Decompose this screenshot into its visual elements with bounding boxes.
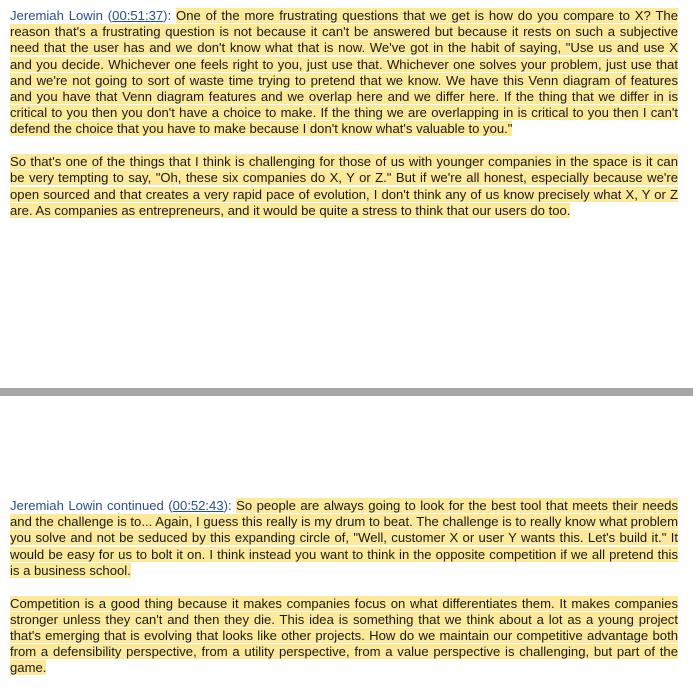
- highlighted-text: So people are always going to look for the best tool that meets their needs and the challenge is to... Again, I guess this really is my drum to beat. The challenge is to really know what problem you solve and not be seduced by this expanding circle of, "Well, customer X or user Y wants this. Let's build it." It would be easy for us to bolt it on. I think instead you want to think in the opposite competition if we all pretend this is a business school.: [10, 498, 679, 578]
- transcript-entry: [10, 498, 678, 693]
- speaker-punct: (: [102, 8, 113, 23]
- transcript-paragraph: [10, 596, 678, 677]
- timestamp-link[interactable]: 00:51:37: [112, 8, 164, 23]
- speaker-punct: ):: [223, 498, 237, 513]
- speaker-name: Jeremiah Lowin continued: [10, 498, 164, 513]
- highlighted-text: Competition is a good thing because it makes companies focus on what differentiates them. It makes companies stronger unless they can't and then they die. This idea is something that we think about a lot as a young project that's emerging that is evolving that looks like other projects. How do we maintain our competitive advantage both from a defensibility perspective, from a utility perspective, from a value perspective is challenging, but part of the game.: [10, 595, 678, 676]
- transcript-paragraph: [10, 498, 678, 579]
- speaker-name: Jeremiah Lowin: [10, 8, 103, 23]
- highlighted-text: One of the more frustrating questions that we get is how do you compare to X? The reason that's a frustrating question is not because it can't be answered but because it rests on such a subjective need that the user has and we don't know what that is now. We've got in the habit of saying, "Use us and use X and you decide. Whichever one feels right to you, just use that. Whichever one solves your problem, just use that and we're not going to sort of waste time trying to pretend that we know. We have this Venn diagram of features and you have that Venn diagram features and we overlap here and we differ here. If the thing that we differ in is critical to you then you don't have a choice to make. If the thing we are overlapping in is critical to you then I can't defend the choice that you have to make because I don't know what's valuable to you.": [10, 8, 679, 137]
- transcript-paragraph: [10, 8, 678, 138]
- speaker-punct: (: [163, 498, 173, 513]
- transcript-page-bottom: [0, 396, 693, 695]
- transcript-paragraph: [10, 154, 678, 219]
- timestamp-link[interactable]: 00:52:43: [172, 498, 224, 513]
- speaker-punct: ):: [163, 8, 177, 23]
- highlighted-text: So that's one of the things that I think is challenging for those of us with younger companies in the space is it can be very tempting to say, "Oh, these six companies do X, Y or Z." But if we're all honest, especially because we're open sourced and that creates a very rapid pace of evolution, I don't think any of us know precisely what X, Y or Z are. As companies as entrepreneurs, and it would be quite a stress to think that our users do too.: [10, 154, 678, 218]
- transcript-entry: [10, 8, 678, 235]
- page-divider: [0, 388, 693, 396]
